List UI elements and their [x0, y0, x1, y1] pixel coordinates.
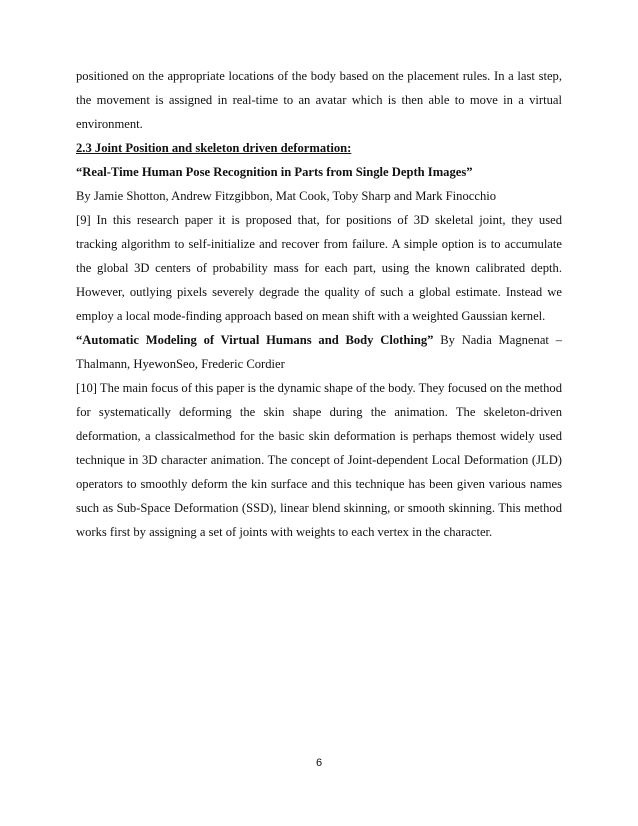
document-page	[76, 64, 562, 544]
paper2-title: “Automatic Modeling of Virtual Humans and Body Clothing”	[76, 333, 434, 347]
paper2-heading	[76, 328, 562, 376]
paper1-title: “Real-Time Human Pose Recognition in Parts from Single Depth Images”	[76, 165, 473, 179]
paper2-authors: By Nadia Magnenat – Thalmann, HyewonSeo, Frederic Cordier	[76, 333, 562, 371]
paper2-summary: [10] The main focus of this paper is the dynamic shape of the body. They focused on the method for systematically deforming the skin shape during the animation. The skeleton-driven deformation, a classicalmethod for the basic skin deformation is perhaps themost widely used technique in 3D character animation. The concept of Joint-dependent Local Deformation (JLD) operators to smoothly deform the kin surface and this technique has been given various names such as Sub-Space Deformation (SSD), linear blend skinning, or smooth skinning. This method works first by assigning a set of joints with weights to each vertex in the character.	[76, 381, 562, 539]
paper1-authors: By Jamie Shotton, Andrew Fitzgibbon, Mat Cook, Toby Sharp and Mark Finocchio	[76, 189, 497, 203]
section-heading: 2.3 Joint Position and skeleton driven deformation:	[76, 141, 352, 155]
paper1-summary: [9] In this research paper it is proposed that, for positions of 3D skeletal joint, they used tracking algorithm to self-initialize and recover from failure. A simple option is to accumulate the global 3D centers of probability mass for each part, using the known calibrated depth. However, outlying pixels severely degrade the quality of such a global estimate. Instead we employ a local mode-finding approach based on mean shift with a weighted Gaussian kernel.	[76, 213, 562, 323]
intro-paragraph: positioned on the appropriate locations of the body based on the placement rules. In a last step, the movement is assigned in real-time to an avatar which is then able to move in a virtual environment.	[76, 69, 562, 131]
page-number: 6	[315, 757, 323, 769]
